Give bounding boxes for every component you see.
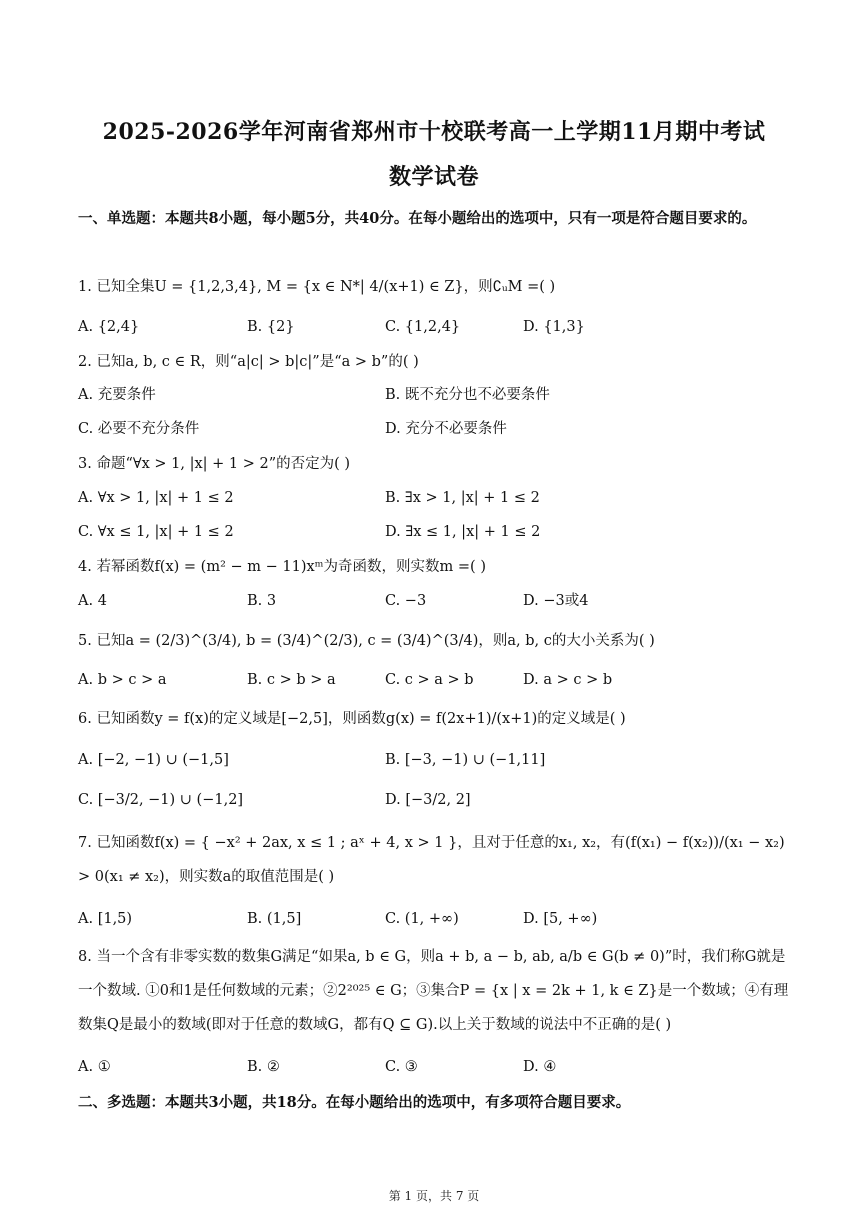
question-3-option-d: D. ∃x ≤ 1, |x| + 1 ≤ 2 — [385, 524, 541, 540]
question-7-option-a: A. [1,5) — [78, 911, 133, 927]
question-7-option-b: B. (1,5] — [247, 911, 302, 927]
question-8-option-c: C. ③ — [385, 1059, 418, 1075]
question-8-option-b: B. ② — [247, 1059, 280, 1075]
question-6-option-a: A. [−2, −1) ∪ (−1,5] — [78, 752, 229, 768]
question-4-stem: 4. 若幂函数f(x) = (m² − m − 11)xᵐ为奇函数，则实数m =( ) — [78, 559, 486, 575]
question-5-option-b: B. c > b > a — [247, 672, 336, 688]
section-heading-single-choice: 一、单选题：本题共8小题，每小题5分，共40分。在每小题给出的选项中，只有一项是符合题目要求的。 — [78, 210, 757, 227]
question-8-option-d: D. ④ — [523, 1059, 557, 1075]
exam-subtitle: 数学试卷 — [388, 164, 479, 190]
question-7-option-c: C. (1, +∞) — [385, 911, 459, 927]
question-1-option-d: D. {1,3} — [523, 319, 585, 335]
question-2-option-c: C. 必要不充分条件 — [78, 421, 200, 437]
question-4-option-c: C. −3 — [385, 593, 427, 609]
question-6-option-c: C. [−3/2, −1) ∪ (−1,2] — [78, 792, 244, 808]
question-7-option-d: D. [5, +∞) — [523, 911, 598, 927]
question-2-option-a: A. 充要条件 — [78, 387, 156, 403]
question-3-option-c: C. ∀x ≤ 1, |x| + 1 ≤ 2 — [78, 524, 234, 540]
question-1-option-a: A. {2,4} — [78, 319, 140, 335]
exam-title: 2025-2026学年河南省郑州市十校联考高一上学期11月期中考试 — [102, 119, 766, 145]
question-3-stem: 3. 命题“∀x > 1, |x| + 1 > 2”的否定为( ) — [78, 456, 351, 472]
question-5-option-d: D. a > c > b — [523, 672, 613, 688]
question-4-option-b: B. 3 — [247, 593, 277, 609]
question-6-option-b: B. [−3, −1) ∪ (−1,11] — [385, 752, 546, 768]
question-6-stem: 6. 已知函数y = f(x)的定义域是[−2,5]，则函数g(x) = f(2x+1)/(x+1)的定义域是( ) — [78, 711, 626, 727]
page-footer: 第 1 页，共 7 页 — [388, 1189, 480, 1203]
question-1-stem: 1. 已知全集U = {1,2,3,4}, M = {x ∈ N*| 4/(x+1) ∈ Z}，则∁ᵤM =( ) — [78, 279, 556, 295]
question-2-stem: 2. 已知a, b, c ∈ R，则“a|c| > b|c|”是“a > b”的( ) — [78, 354, 419, 370]
question-5-option-a: A. b > c > a — [78, 672, 167, 688]
question-6-option-d: D. [−3/2, 2] — [385, 792, 471, 808]
question-4-option-d: D. −3或4 — [523, 593, 589, 609]
question-8-stem: 8. 当一个含有非零实数的数集G满足“如果a, b ∈ G，则a + b, a − b, ab, a/b ∈ G(b ≠ 0)”时，我们称G就是一个数域. ①0和1是任何数域的元素；②2²⁰²⁵ ∈ G；③集合P = {x | x = 2k + 1, k ∈ Z}是一个数域；④有理数集Q是最小的数域(即对于任意的数域G，都有Q ⊆ G).以上关于数域的说法中不正确的是( ) — [78, 949, 789, 1033]
question-5-stem: 5. 已知a = (2/3)^(3/4), b = (3/4)^(2/3), c = (3/4)^(3/4)，则a, b, c的大小关系为( ) — [78, 633, 655, 649]
question-3-option-a: A. ∀x > 1, |x| + 1 ≤ 2 — [78, 490, 234, 506]
question-1-option-c: C. {1,2,4} — [385, 319, 461, 335]
question-7-stem: 7. 已知函数f(x) = { −x² + 2ax, x ≤ 1 ; aˣ + 4, x > 1 }，且对于任意的x₁, x₂，有(f(x₁) − f(x₂))/(x₁ − x₂) > 0(x₁ ≠ x₂)，则实数a的取值范围是( ) — [78, 835, 785, 885]
question-4-option-a: A. 4 — [78, 593, 107, 609]
question-5-option-c: C. c > a > b — [385, 672, 474, 688]
question-1-option-b: B. {2} — [247, 319, 295, 335]
question-2-option-d: D. 充分不必要条件 — [385, 421, 507, 437]
question-3-option-b: B. ∃x > 1, |x| + 1 ≤ 2 — [385, 490, 540, 506]
question-8-option-a: A. ① — [78, 1059, 111, 1075]
question-2-option-b: B. 既不充分也不必要条件 — [385, 387, 550, 403]
section-heading-multiple-choice: 二、多选题：本题共3小题，共18分。在每小题给出的选项中，有多项符合题目要求。 — [78, 1094, 631, 1111]
